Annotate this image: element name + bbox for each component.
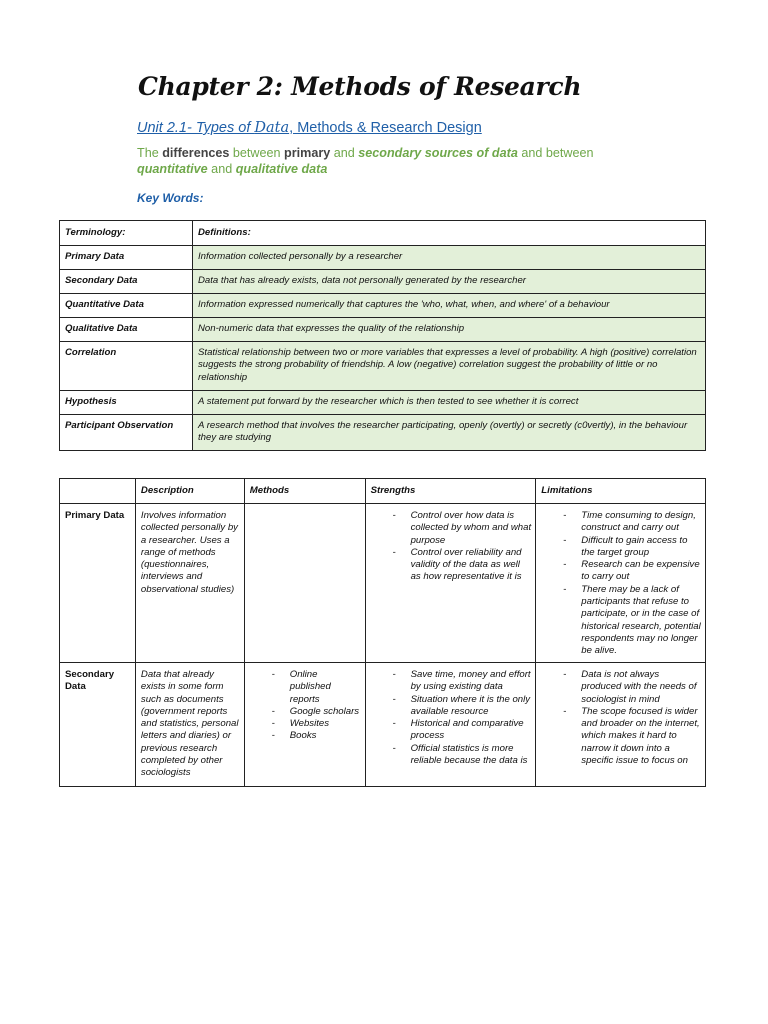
definition-cell: A statement put forward by the researcher which is then tested to see whether it is correct [193,391,706,415]
intro-part: and between [517,146,594,160]
data-comparison-table [59,478,706,787]
list-item: - Control over reliability and validity of the data as well as how representative it is [371,547,532,584]
secondary-strengths [365,663,536,787]
comparison-header-row [60,479,706,504]
term-cell: Qualitative Data [60,318,193,342]
table-row [60,318,706,342]
definition-cell: Non-numeric data that expresses the quality of the relationship [193,318,706,342]
header-limitations: Limitations [536,479,706,504]
terminology-header: Terminology: [60,221,193,246]
intro-part: and [330,146,359,160]
term-cell: Hypothesis [60,391,193,415]
list-item: - Situation where it is the only available resource [371,694,532,719]
list-item: - There may be a lack of participants that refuse to participate, or in the case of historical research, potential respondents may no longer be alive. [541,584,701,658]
unit-title [137,120,482,136]
header-description: Description [135,479,244,504]
row-label-secondary: Secondary Data [60,663,136,787]
intro-part: qualitative data [235,162,328,176]
definition-cell: A research method that involves the researcher participating, openly (overtly) or secretly (c0vertly), in the behaviour they are studying [193,415,706,451]
terminology-table [59,220,706,451]
intro-text [137,145,617,177]
list-item: - Save time, money and effort by using existing data [371,669,532,694]
primary-limitations [536,504,706,663]
table-row [60,342,706,391]
intro-part: differences [162,146,230,160]
intro-part: The [137,146,163,160]
term-cell: Participant Observation [60,415,193,451]
list-item: - Difficult to gain access to the target group [541,535,701,560]
definition-cell: Information collected personally by a researcher [193,246,706,270]
unit-suffix: , Methods & Research Design [289,120,482,136]
header-methods: Methods [244,479,365,504]
table-row [60,270,706,294]
list-item: - Historical and comparative process [371,718,532,743]
row-label-primary: Primary Data [60,504,136,663]
table-row [60,415,706,451]
intro-part: and [207,162,236,176]
intro-part: primary [284,146,331,160]
list-item: - Time consuming to design, construct and carry out [541,510,701,535]
chapter-title: Chapter 2: Methods of Research [138,72,582,101]
term-cell: Secondary Data [60,270,193,294]
definition-cell: Data that has already exists, data not personally generated by the researcher [193,270,706,294]
term-cell: Correlation [60,342,193,391]
secondary-limitations [536,663,706,787]
unit-data-word: Data [254,120,290,136]
list-item: - Online published reports [250,669,361,706]
table-row [60,504,706,663]
table-row [60,663,706,787]
definitions-header: Definitions: [193,221,706,246]
table-row [60,294,706,318]
primary-strengths [365,504,536,663]
intro-part: quantitative [137,162,208,176]
list-item: - Research can be expensive to carry out [541,559,701,584]
term-cell: Quantitative Data [60,294,193,318]
list-item: - Books [250,730,361,742]
secondary-description: Data that already exists in some form such as documents (government reports and statistics, personal letters and diaries) or previous research completed by other sociologists [135,663,244,787]
primary-description: Involves information collected personally by a researcher. Uses a range of methods (questionnaires, interviews and observational studies) [135,504,244,663]
table-row [60,391,706,415]
table-row [60,246,706,270]
primary-methods [244,504,365,663]
definition-cell: Information expressed numerically that captures the 'who, what, when, and where' of a behaviour [193,294,706,318]
list-item: - Google scholars [250,706,361,718]
term-cell: Primary Data [60,246,193,270]
terminology-header-row [60,221,706,246]
secondary-methods [244,663,365,787]
definition-cell: Statistical relationship between two or more variables that expresses a level of probability. A high (positive) correlation suggests the strong probability of friendship. A low (negative) correlation suggest the probability of little or no relationship [193,342,706,391]
list-item: - Websites [250,718,361,730]
intro-part: between [229,146,285,160]
list-item: - The scope focused is wider and broader on the internet, which makes it hard to narrow it down into a specific issue to focus on [541,706,701,767]
list-item: - Control over how data is collected by whom and what purpose [371,510,532,547]
header-blank [60,479,136,504]
list-item: - Official statistics is more reliable because the data is [371,743,532,768]
header-strengths: Strengths [365,479,536,504]
unit-prefix: Unit 2.1- Types of [137,120,255,136]
key-words-label: Key Words: [137,191,204,205]
intro-part: secondary sources of data [358,146,518,160]
list-item: - Data is not always produced with the needs of sociologist in mind [541,669,701,706]
